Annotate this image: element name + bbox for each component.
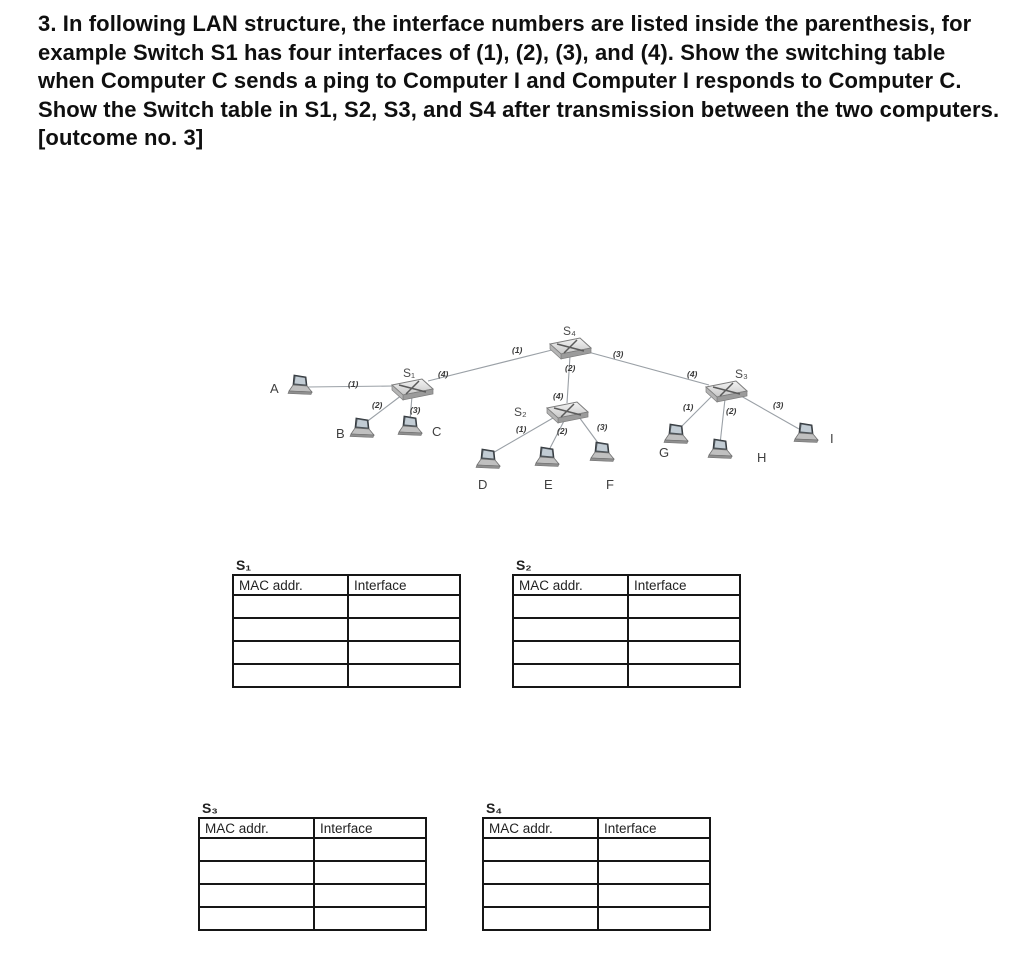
switch-s1-icon	[392, 379, 433, 400]
s3-table	[198, 817, 427, 931]
computer-e-label: E	[544, 477, 553, 492]
table-row	[233, 618, 460, 641]
table-row	[233, 595, 460, 618]
mac-addr-header: MAC addr.	[233, 575, 348, 595]
interface-header: Interface	[314, 818, 426, 838]
computer-a-icon	[288, 375, 312, 395]
mac-cell	[483, 861, 598, 884]
mac-addr-header: MAC addr.	[199, 818, 314, 838]
s3-iface4-label: (4)	[687, 369, 698, 379]
s4-iface1-label: (1)	[512, 345, 523, 355]
switch-table-s2	[512, 557, 741, 688]
interface-cell	[598, 884, 710, 907]
question-text: 3. In following LAN structure, the interface numbers are listed inside the parenthesis, for example Switch S1 has four interfaces of (1), (2), (3), and (4). Show the switching table when Computer C sends a ping to Computer I and Computer I responds to Computer C. Show the Switch table in S1, S2, S3, and S4 after transmission between the two computers. [outcome no. 3]	[38, 11, 1000, 151]
switch-s4-label: S₄	[563, 324, 576, 338]
table-header-row	[513, 575, 740, 595]
s4-iface3-label: (3)	[613, 349, 624, 359]
s2-iface2-label: (2)	[557, 426, 568, 436]
mac-cell	[513, 618, 628, 641]
mac-cell	[199, 884, 314, 907]
s1-table	[232, 574, 461, 688]
switch-s2-icon	[547, 402, 588, 423]
mac-addr-header: MAC addr.	[513, 575, 628, 595]
s1-iface4-label: (4)	[438, 369, 449, 379]
table-s4-label: S₄	[486, 800, 503, 816]
switch-s3-label: S₃	[735, 367, 748, 381]
computer-e-icon	[535, 447, 559, 467]
table-row	[199, 907, 426, 930]
computer-d-label: D	[478, 477, 488, 492]
table-row	[483, 861, 710, 884]
s3-iface1-label: (1)	[683, 402, 694, 412]
computer-h-icon	[708, 439, 732, 459]
interface-cell	[314, 884, 426, 907]
table-header-row	[199, 818, 426, 838]
computer-g-icon	[664, 424, 688, 444]
interface-cell	[348, 618, 460, 641]
table-row	[199, 861, 426, 884]
switch-s2-label: S₂	[514, 405, 527, 419]
computer-a-label: A	[270, 381, 279, 396]
link-s3-i	[741, 396, 799, 429]
s1-iface3-label: (3)	[410, 405, 421, 415]
interface-cell	[314, 838, 426, 861]
switch-s3-icon	[706, 381, 747, 402]
interface-cell	[348, 664, 460, 687]
mac-cell	[199, 907, 314, 930]
interface-cell	[628, 595, 740, 618]
table-header-row	[483, 818, 710, 838]
s2-iface4-label: (4)	[553, 391, 564, 401]
mac-cell	[483, 838, 598, 861]
mac-cell	[199, 838, 314, 861]
switch-s1-label: S₁	[403, 366, 416, 380]
table-row	[233, 641, 460, 664]
interface-cell	[348, 641, 460, 664]
switch-s4-icon	[550, 338, 591, 359]
mac-cell	[513, 595, 628, 618]
computer-b-icon	[350, 418, 374, 438]
switch-table-s4	[482, 800, 711, 931]
mac-cell	[233, 618, 348, 641]
interface-cell	[598, 838, 710, 861]
mac-cell	[199, 861, 314, 884]
mac-cell	[483, 884, 598, 907]
mac-cell	[513, 664, 628, 687]
table-row	[199, 838, 426, 861]
s3-iface3-label: (3)	[773, 400, 784, 410]
computer-g-label: G	[659, 445, 670, 460]
table-row	[513, 595, 740, 618]
table-row	[483, 838, 710, 861]
lan-diagram	[260, 315, 860, 505]
computer-h-label: H	[757, 450, 767, 465]
table-row	[199, 884, 426, 907]
table-row	[513, 664, 740, 687]
computer-d-icon	[476, 449, 500, 469]
table-row	[513, 618, 740, 641]
interface-cell	[628, 618, 740, 641]
mac-cell	[233, 664, 348, 687]
computer-c-label: C	[432, 424, 442, 439]
s1-iface2-label: (2)	[372, 400, 383, 410]
s2-iface3-label: (3)	[597, 422, 608, 432]
computer-c-icon	[398, 416, 422, 436]
link-s3-h	[720, 399, 725, 444]
interface-cell	[598, 907, 710, 930]
s2-iface1-label: (1)	[516, 424, 527, 434]
mac-cell	[513, 641, 628, 664]
interface-cell	[598, 861, 710, 884]
mac-cell	[233, 595, 348, 618]
interface-cell	[628, 664, 740, 687]
table-s2-label: S₂	[516, 557, 532, 573]
computer-f-icon	[590, 442, 614, 462]
table-row	[513, 641, 740, 664]
interface-cell	[314, 861, 426, 884]
interface-cell	[628, 641, 740, 664]
mac-cell	[233, 641, 348, 664]
s4-table	[482, 817, 711, 931]
switch-table-s3	[198, 800, 427, 931]
interface-cell	[348, 595, 460, 618]
s2-table	[512, 574, 741, 688]
computer-i-label: I	[830, 431, 834, 446]
interface-header: Interface	[628, 575, 740, 595]
s4-iface2-label: (2)	[565, 363, 576, 373]
link-s1-b	[365, 395, 402, 423]
mac-addr-header: MAC addr.	[483, 818, 598, 838]
table-row	[483, 907, 710, 930]
table-row	[233, 664, 460, 687]
table-header-row	[233, 575, 460, 595]
computer-f-label: F	[606, 477, 614, 492]
interface-header: Interface	[348, 575, 460, 595]
switch-table-s1	[232, 557, 461, 688]
s1-iface1-label: (1)	[348, 379, 359, 389]
interface-header: Interface	[598, 818, 710, 838]
mac-cell	[483, 907, 598, 930]
computer-i-icon	[794, 423, 818, 443]
interface-cell	[314, 907, 426, 930]
table-s1-label: S₁	[236, 557, 252, 573]
computer-b-label: B	[336, 426, 345, 441]
table-s3-label: S₃	[202, 800, 218, 816]
table-row	[483, 884, 710, 907]
s3-iface2-label: (2)	[726, 406, 737, 416]
